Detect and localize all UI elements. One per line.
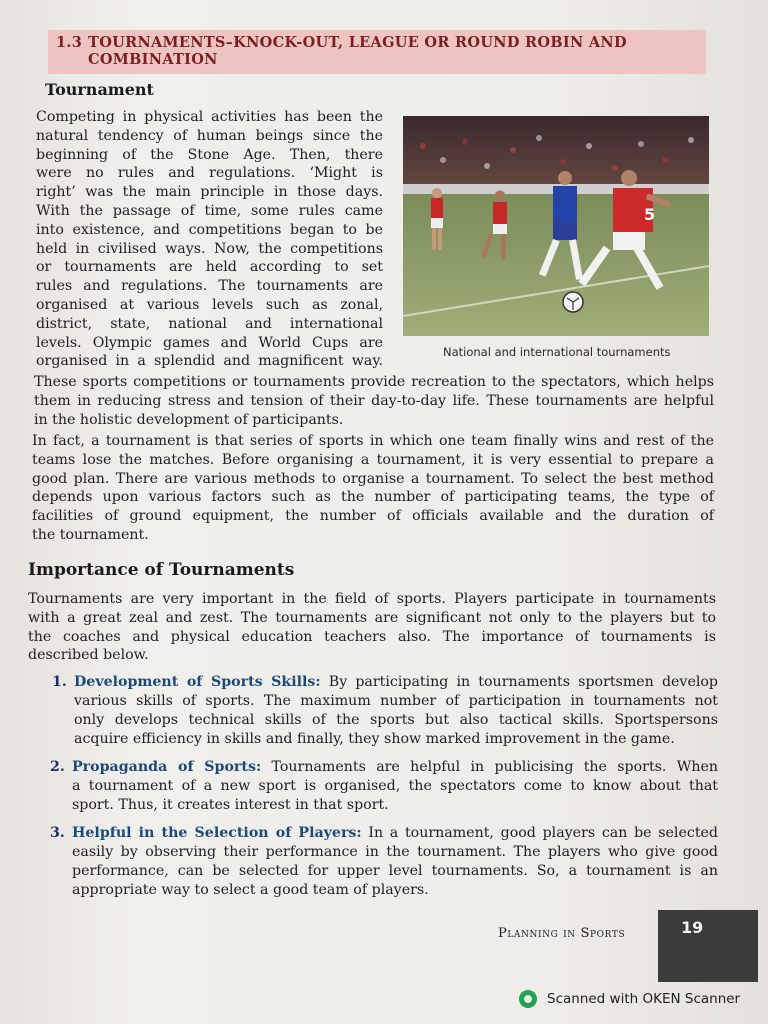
importance-heading: Importance of Tournaments <box>28 560 295 580</box>
list-term: Helpful in the Selection of Players: <box>72 825 362 841</box>
text-line: teams lose the matches. Before organising a tournament, it is very essential to prepare a <box>32 451 714 468</box>
text-line: appropriate way to select a good team of players. <box>72 882 429 898</box>
text-line: These sports competitions or tournaments provide recreation to the spectators, which helps <box>34 374 714 390</box>
scanner-logo-icon <box>519 990 537 1008</box>
text-line: in the holistic development of participants. <box>34 411 344 428</box>
text-line: beginning of the Stone Age. Then, there <box>36 146 383 163</box>
text-line: organised at various levels such as zonal, <box>36 296 383 313</box>
text-line: organised in a splendid and magnificent way. <box>36 353 383 370</box>
football-photo-illustration <box>403 116 709 336</box>
text-line: levels. Olympic games and World Cups are <box>36 334 383 351</box>
list-item-body <box>74 673 718 749</box>
list-first-line-text: In a tournament, good players can be selected <box>361 825 718 841</box>
text-line: In fact, a tournament is that series of sports in which one team finally wins and rest of the <box>32 433 714 449</box>
list-item-body <box>72 758 718 815</box>
scanner-watermark <box>519 990 740 1008</box>
text-line: With the passage of time, some rules came <box>36 202 383 219</box>
section-heading <box>48 30 706 74</box>
text-line: Competing in physical activities has been the <box>36 109 383 125</box>
svg-text:5: 5 <box>644 205 656 224</box>
tournament-heading: Tournament <box>45 80 154 99</box>
text-line: or tournaments are held according to set <box>36 259 383 276</box>
list-number: 3. <box>50 825 65 841</box>
text-line: into existence, and competitions began to be <box>36 221 383 238</box>
text-line: with a great zeal and zest. The tournaments are significant not only to the players but to <box>28 609 716 626</box>
importance-intro-paragraph <box>28 590 716 665</box>
page-number: 19 <box>681 918 704 937</box>
list-number: 1. <box>52 674 67 690</box>
text-line: district, state, national and international <box>36 315 383 332</box>
football-match-photo <box>403 116 709 336</box>
text-line: acquire efficiency in skills and finally, they show marked improvement in the game. <box>74 731 675 747</box>
text-line: were no rules and regulations. ‘Might is <box>36 165 383 182</box>
list-first-line <box>72 824 718 843</box>
list-term: Propaganda of Sports: <box>72 759 262 775</box>
text-line: depends upon various factors such as the number of participating teams, the type of <box>32 489 714 506</box>
text-line: the coaches and physical education teachers also. The importance of tournaments is <box>28 628 716 645</box>
list-number: 2. <box>50 759 65 775</box>
text-line: right’ was the main principle in those days. <box>36 184 383 201</box>
scanner-watermark-text: Scanned with OKEN Scanner <box>547 991 741 1007</box>
list-first-line <box>72 758 718 777</box>
list-first-line <box>74 673 718 692</box>
text-line: described below. <box>28 647 149 664</box>
section-title-line1: TOURNAMENTS–KNOCK-OUT, LEAGUE OR ROUND ROBIN AND <box>88 34 627 51</box>
text-line: them in reducing stress and tension of their day-to-day life. These tournaments are helpful <box>34 392 714 409</box>
text-line: rules and regulations. The tournaments are <box>36 278 383 295</box>
section-number: 1.3 <box>56 34 83 51</box>
page-number-box <box>658 910 758 982</box>
text-line: only develops technical skills of the sports but also tactical skills. Sportspersons <box>74 712 718 728</box>
text-line: natural tendency of human beings since the <box>36 127 383 144</box>
text-line: the tournament. <box>32 526 149 543</box>
text-line: Tournaments are very important in the field of sports. Players participate in tournaments <box>28 591 716 607</box>
list-first-line-text: By participating in tournaments sportsmen develop <box>320 674 718 690</box>
text-line: various skills of sports. The maximum number of participation in tournaments not <box>74 693 718 709</box>
list-item-body <box>72 824 718 900</box>
tournament-intro-paragraph <box>36 108 383 371</box>
text-line: good plan. There are various methods to organise a tournament. To select the best method <box>32 470 714 487</box>
chapter-footer-label: Planning in Sports <box>498 926 626 941</box>
text-line: sport. Thus, it creates interest in that sport. <box>72 797 389 813</box>
tournament-paragraph-3 <box>32 432 714 545</box>
text-line: easily by observing their performance in the tournament. The players who give good <box>72 844 718 860</box>
list-first-line-text: Tournaments are helpful in publicising the sports. When <box>261 759 718 775</box>
tournament-paragraph-2 <box>34 373 714 429</box>
text-line: performance, can be selected for upper level tournaments. So, a tournament is an <box>72 863 718 879</box>
photo-caption: National and international tournaments <box>443 345 671 359</box>
section-title-line2: COMBINATION <box>88 51 218 68</box>
list-term: Development of Sports Skills: <box>74 674 321 690</box>
text-line: facilities of ground equipment, the number of officials available and the duration of <box>32 508 714 525</box>
text-line: held in civilised ways. Now, the competitions <box>36 240 383 257</box>
text-line: a tournament of a new sport is organised, the spectators come to know about that <box>72 778 718 794</box>
